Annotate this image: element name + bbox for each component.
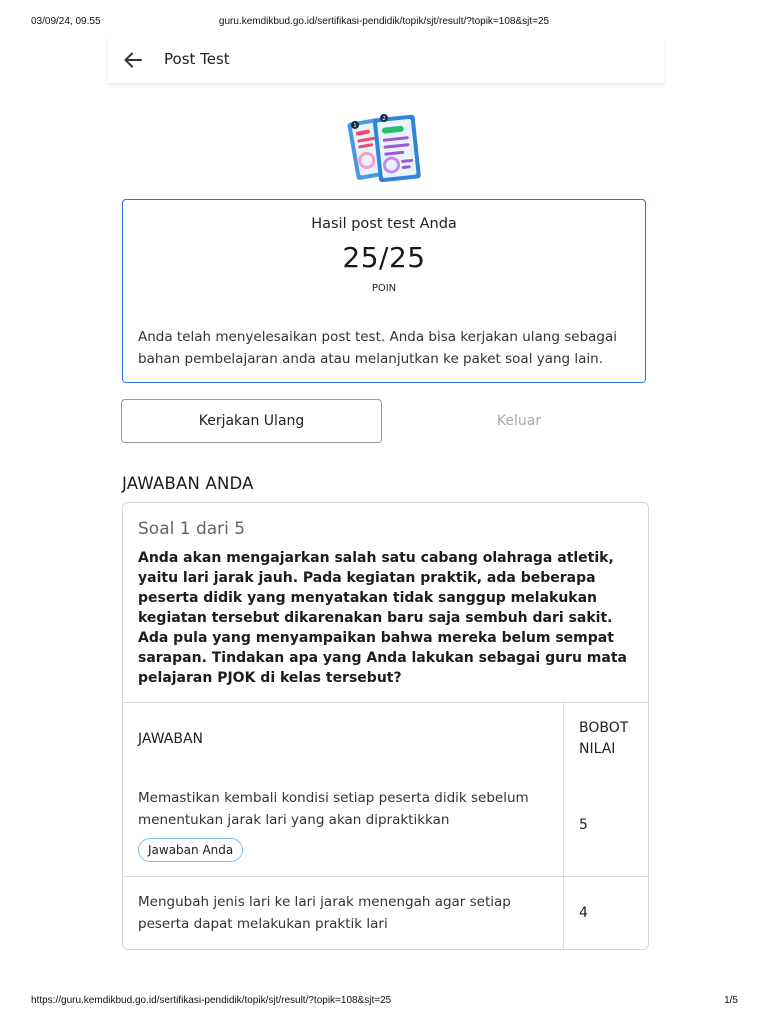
result-heading: Hasil post test Anda	[311, 216, 457, 232]
print-footer-url: https://guru.kemdikbud.go.id/sertifikasi-pendidik/topik/sjt/result/?topik=108&sjt=25	[31, 995, 392, 1006]
column-header-score: BOBOT NILAI	[579, 720, 629, 757]
print-datetime: 03/09/24, 09.55	[31, 16, 101, 27]
answer-text: Mengubah jenis lari ke lari jarak menengah agar setiap peserta dapat melakukan praktik lari	[138, 894, 511, 932]
print-page-number: 1/5	[724, 995, 738, 1006]
section-title: JAWABAN ANDA	[122, 474, 254, 493]
page-title: Post Test	[164, 50, 230, 68]
app-bar	[108, 38, 664, 83]
svg-text:1: 1	[353, 123, 357, 130]
result-message: Anda telah menyelesaikan post test. Anda bisa kerjakan ulang sebagai bahan pembelajaran anda atau melanjutkan ke paket soal yang lain.	[138, 329, 617, 367]
arrow-left-icon[interactable]	[122, 49, 144, 71]
exit-button[interactable]: Keluar	[496, 413, 542, 429]
retry-button[interactable]: Kerjakan Ulang	[121, 399, 382, 443]
divider	[123, 876, 648, 877]
your-answer-badge: Jawaban Anda	[138, 838, 243, 862]
result-score: 25/25	[342, 241, 426, 274]
result-unit: POIN	[371, 283, 397, 294]
question-number: Soal 1 dari 5	[138, 519, 246, 539]
column-header-answer: JAWABAN	[138, 731, 204, 747]
divider	[563, 702, 564, 950]
divider	[123, 702, 648, 703]
test-papers-icon	[346, 110, 426, 184]
result-card	[122, 199, 646, 383]
answer-score: 5	[579, 817, 588, 833]
svg-text:2: 2	[382, 116, 386, 123]
answer-text: Memastikan kembali kondisi setiap peserta didik sebelum menentukan jarak lari yang akan dipraktikkan	[138, 790, 529, 828]
answer-score: 4	[579, 905, 588, 921]
question-text: Anda akan mengajarkan salah satu cabang olahraga atletik, yaitu lari jarak jauh. Pada kegiatan praktik, ada beberapa peserta didik yang menyatakan tidak sanggup melakukan kegiatan tersebut dikarenakan baru saja sembuh dari sakit. Ada pula yang menyampaikan bahwa mereka belum sempat sarapan. Tindakan apa yang Anda lakukan sebagai guru mata pelajaran PJOK di kelas tersebut?	[138, 550, 627, 686]
print-url: guru.kemdikbud.go.id/sertifikasi-pendidik/topik/sjt/result/?topik=108&sjt=25	[218, 16, 550, 27]
question-card	[122, 502, 649, 950]
